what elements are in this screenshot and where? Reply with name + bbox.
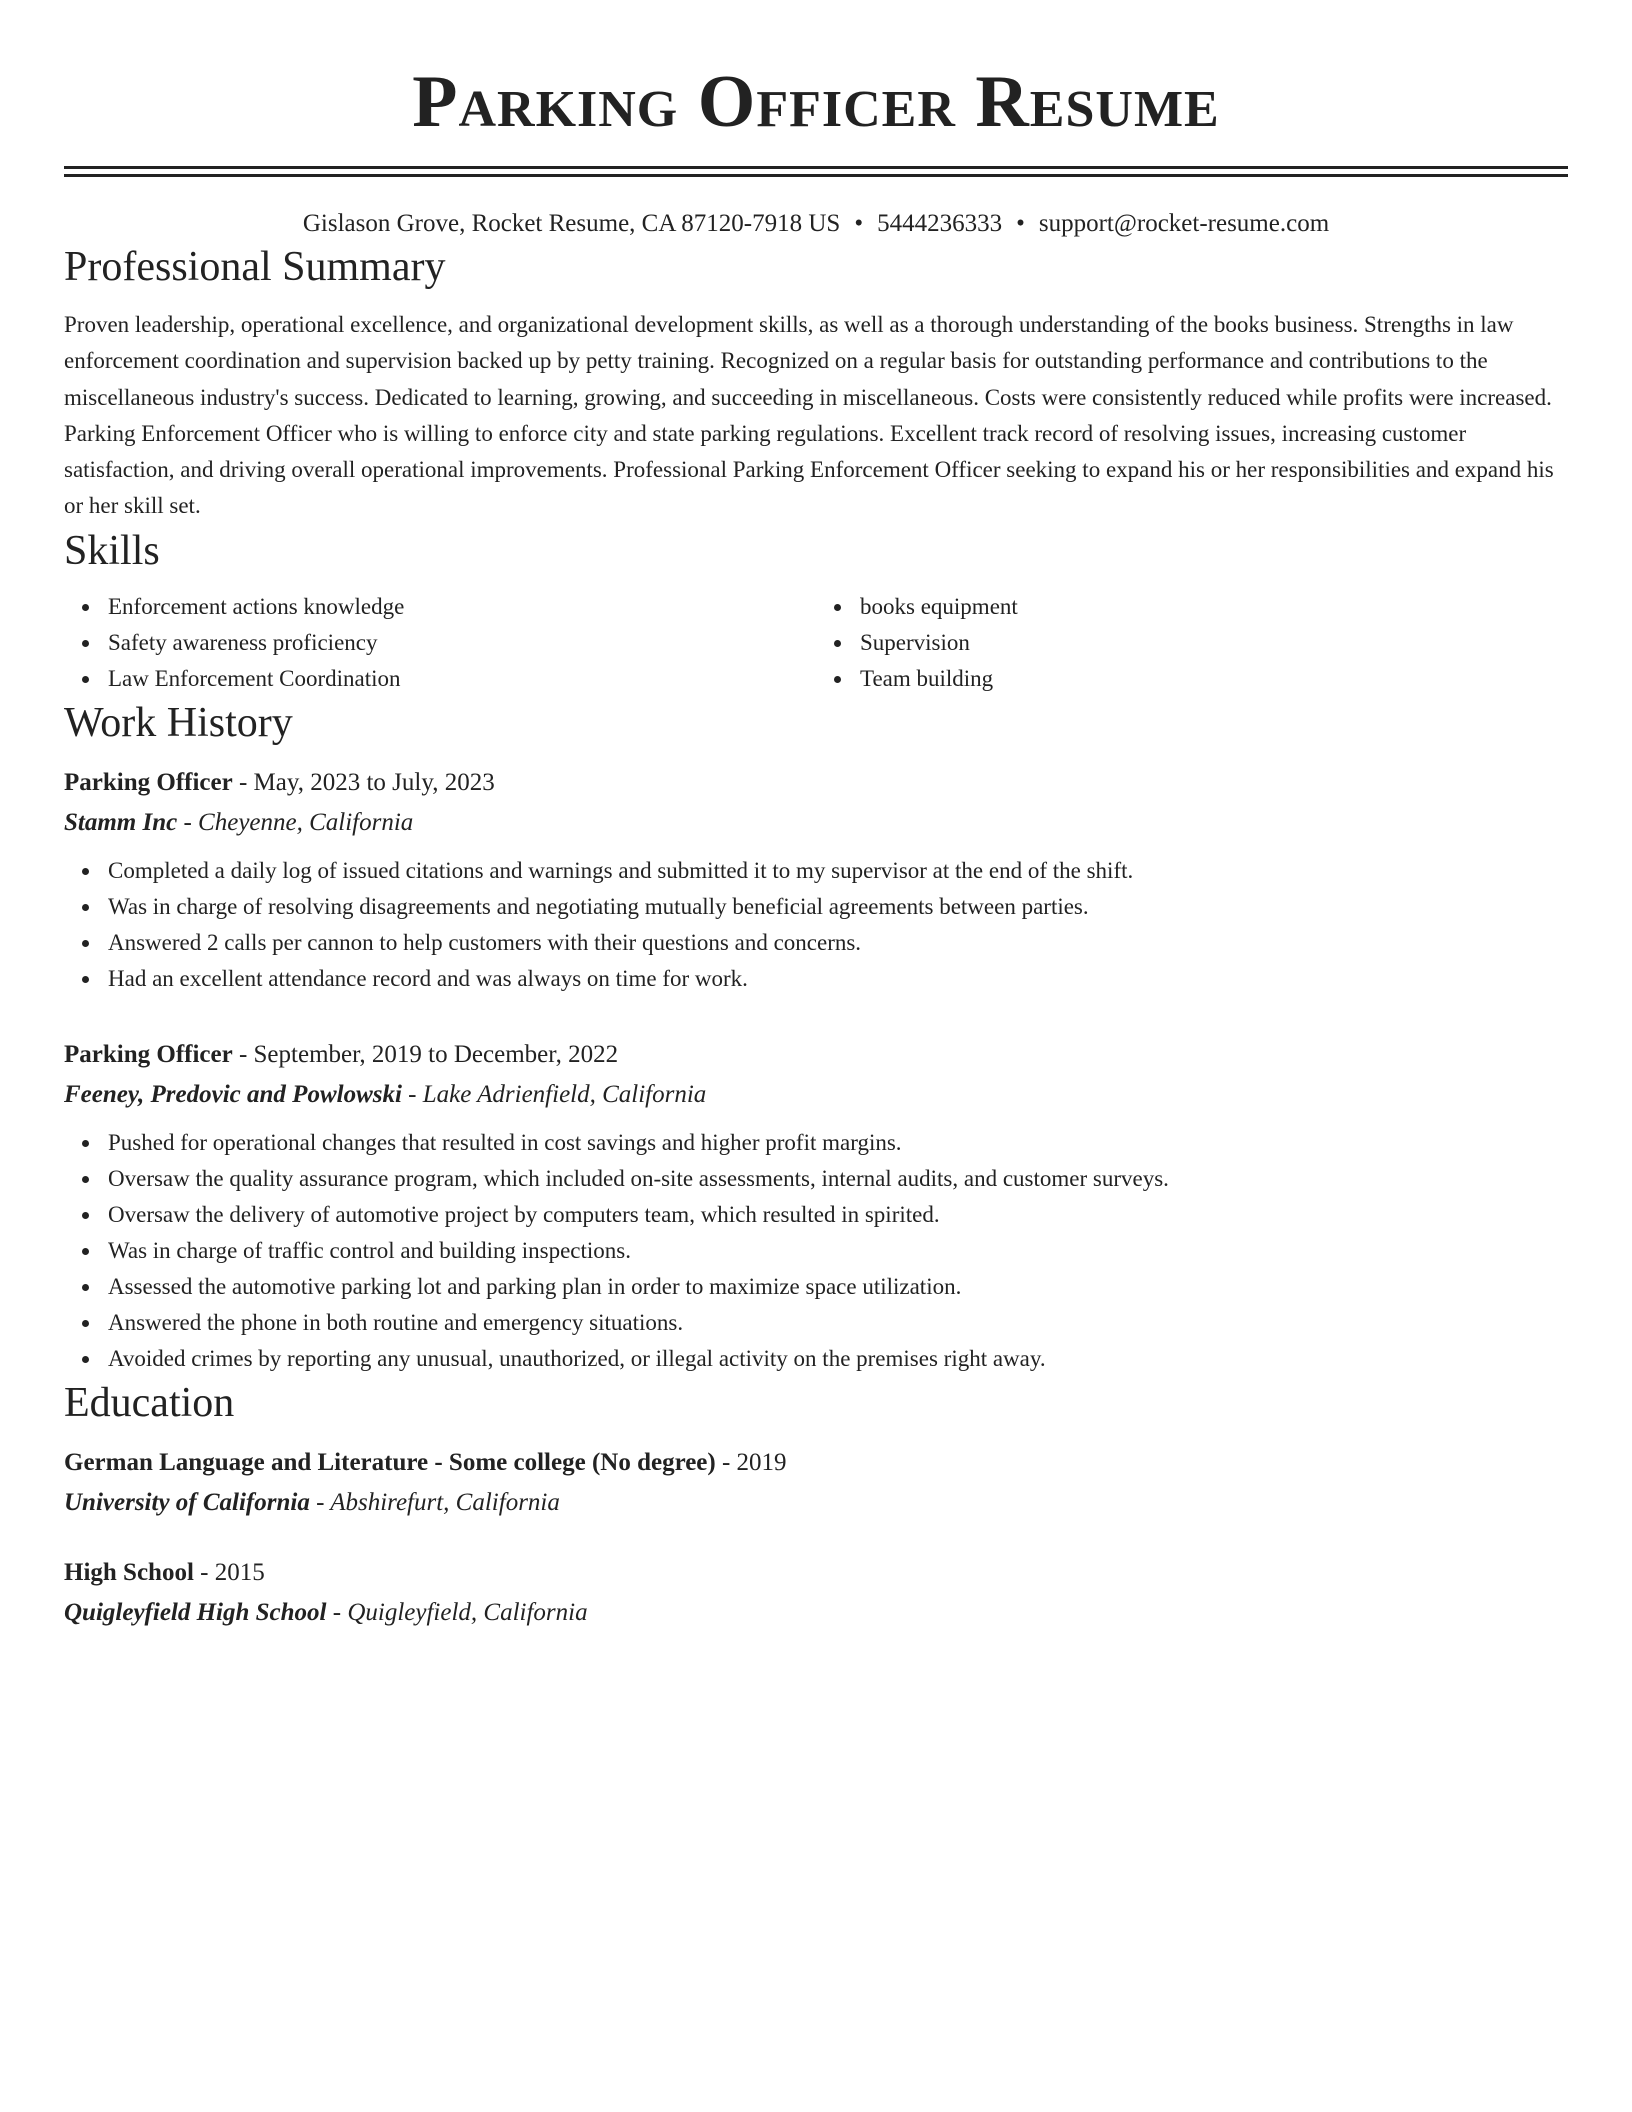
- job-duties: [64, 853, 1568, 997]
- skills-column-right: [816, 589, 1568, 697]
- job-entry: [64, 1035, 1568, 1377]
- title-double-rule: [64, 166, 1568, 177]
- job-title-line: [64, 1035, 1568, 1075]
- job-dates: - May, 2023 to July, 2023: [232, 768, 495, 796]
- education-heading: Education: [64, 1379, 235, 1426]
- education-location: - Quigleyfield, California: [326, 1598, 588, 1626]
- job-title-line: [64, 763, 1568, 803]
- contact-separator: •: [1016, 210, 1025, 237]
- education-degree-line: [64, 1553, 1568, 1593]
- job-company-line: [64, 1075, 1568, 1115]
- education-location: - Abshirefurt, California: [309, 1488, 560, 1516]
- duty-item: Completed a daily log of issued citations and warnings and submitted it to my supervisor at the end of the shift.: [108, 853, 1568, 889]
- job-company: Feeney, Predovic and Powlowski: [64, 1080, 402, 1108]
- education-school-line: [64, 1483, 1568, 1523]
- job-title: Parking Officer: [64, 1040, 233, 1068]
- education-entry: [64, 1553, 1568, 1633]
- duty-item: Was in charge of resolving disagreements and negotiating mutually beneficial agreements between parties.: [108, 889, 1568, 925]
- duty-item: Had an excellent attendance record and was always on time for work.: [108, 961, 1568, 997]
- job-entry: [64, 763, 1568, 997]
- skill-item: Enforcement actions knowledge: [108, 589, 816, 625]
- contact-separator: •: [854, 210, 864, 237]
- education-year: - 2015: [193, 1558, 265, 1586]
- skill-item: books equipment: [860, 589, 1568, 625]
- duty-item: Avoided crimes by reporting any unusual, unauthorized, or illegal activity on the premises right away.: [108, 1341, 1568, 1377]
- resume-title: Parking Officer Resume: [412, 61, 1220, 143]
- education-school: Quigleyfield High School: [64, 1598, 327, 1626]
- duty-item: Was in charge of traffic control and building inspections.: [108, 1233, 1568, 1269]
- skills-heading: Skills: [64, 527, 160, 574]
- contact-line: [64, 207, 1568, 241]
- education-school: University of California: [64, 1488, 310, 1516]
- work-history-heading: Work History: [64, 699, 293, 746]
- duty-item: Oversaw the quality assurance program, which included on-site assessments, internal audits, and customer surveys.: [108, 1161, 1568, 1197]
- skill-item: Supervision: [860, 625, 1568, 661]
- job-title: Parking Officer: [64, 768, 233, 796]
- skills-list: [64, 589, 1568, 697]
- education-year: - 2019: [715, 1448, 787, 1476]
- duty-item: Pushed for operational changes that resulted in cost savings and higher profit margins.: [108, 1125, 1568, 1161]
- job-location: - Lake Adrienfield, California: [401, 1080, 707, 1108]
- job-duties: [64, 1125, 1568, 1377]
- job-location: - Cheyenne, California: [177, 808, 414, 836]
- duty-item: Answered 2 calls per cannon to help customers with their questions and concerns.: [108, 925, 1568, 961]
- contact-phone: 5444236333: [877, 210, 1003, 237]
- summary-heading: Professional Summary: [64, 244, 446, 290]
- contact-email: support@rocket-resume.com: [1038, 210, 1330, 237]
- education-degree: German Language and Literature - Some college (No degree): [64, 1448, 716, 1476]
- skill-item: Team building: [860, 661, 1568, 697]
- contact-address: Gislason Grove, Rocket Resume, CA 87120-7918 US: [302, 210, 841, 237]
- skills-column-left: [64, 589, 816, 697]
- skill-item: Safety awareness proficiency: [108, 625, 816, 661]
- summary-text: Proven leadership, operational excellence, and organizational development skills, as well as a thorough understanding of the books business. Strengths in law enforcement coordination and supervision backed up by petty training. Recognized on a regular basis for outstanding performance and contributions to the miscellaneous industry's success. Dedicated to learning, growing, and succeeding in miscellaneous. Costs were consistently reduced while profits were increased. Parking Enforcement Officer who is willing to enforce city and state parking regulations. Excellent track record of resolving issues, increasing customer satisfaction, and driving overall operational improvements. Professional Parking Enforcement Officer seeking to expand his or her responsibilities and expand his or her skill set.: [64, 312, 1554, 519]
- job-dates: - September, 2019 to December, 2022: [232, 1040, 619, 1068]
- job-company-line: [64, 803, 1568, 843]
- job-company: Stamm Inc: [64, 808, 178, 836]
- education-school-line: [64, 1593, 1568, 1633]
- education-entry: [64, 1443, 1568, 1523]
- education-degree-line: [64, 1443, 1568, 1483]
- education-degree: High School: [64, 1558, 194, 1586]
- duty-item: Answered the phone in both routine and emergency situations.: [108, 1305, 1568, 1341]
- skill-item: Law Enforcement Coordination: [108, 661, 816, 697]
- duty-item: Assessed the automotive parking lot and parking plan in order to maximize space utilization.: [108, 1269, 1568, 1305]
- duty-item: Oversaw the delivery of automotive project by computers team, which resulted in spirited.: [108, 1197, 1568, 1233]
